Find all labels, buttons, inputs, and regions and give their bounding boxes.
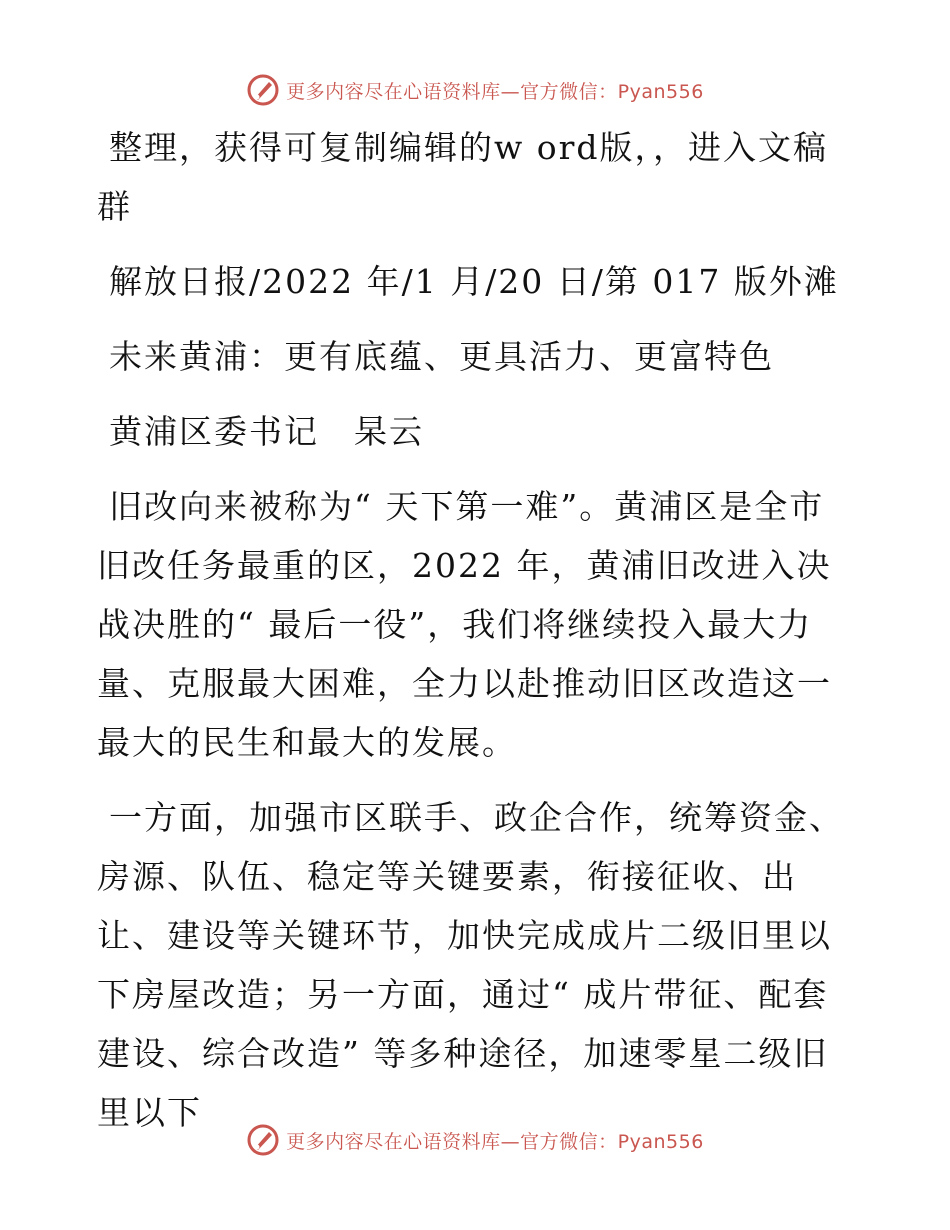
banner-text — [286, 1127, 704, 1154]
paragraph-6: 一方面，加强市区联手、政企合作，统筹资金、房源、队伍、稳定等关键要素，衔接征收、出让、建设等关键环节，加快完成成片二级旧里以下房屋改造；另一方面，通过“ 成片带征、配套建设、综合改造” 等多种途径，加速零星二级旧里以下 — [97, 798, 844, 1132]
document-body — [97, 118, 857, 1142]
quill-pen-circle-icon — [246, 1123, 280, 1157]
footer-banner — [0, 1120, 950, 1160]
banner-text — [286, 77, 704, 104]
wechat-id: Pyan556 — [617, 1130, 704, 1153]
article-title: 未来黄浦：更有底蕴、更具活力、更富特色 — [109, 337, 774, 376]
paragraph-1: 整理，获得可复制编辑的w ord版，，进入文稿群 — [97, 128, 829, 226]
paragraph-5: 旧改向来被称为“ 天下第一难”。黄浦区是全市旧改任务最重的区，2022 年，黄浦旧改进入决战决胜的“ 最后一役”，我们将继续投入最大力量、克服最大困难，全力以赴推动旧区改造这一最大的民生和最大的发展。 — [97, 487, 832, 762]
banner-message: 更多内容尽在心语资料库—官方微信： — [286, 80, 618, 103]
header-banner — [0, 70, 950, 110]
banner-message: 更多内容尽在心语资料库—官方微信： — [286, 1130, 618, 1153]
wechat-id: Pyan556 — [617, 80, 704, 103]
quill-pen-circle-icon — [246, 73, 280, 107]
author-line: 黄浦区委书记 杲云 — [109, 412, 424, 451]
paragraph-source-line: 解放日报/2022 年/1 月/20 日/第 017 版外滩 — [109, 262, 839, 301]
